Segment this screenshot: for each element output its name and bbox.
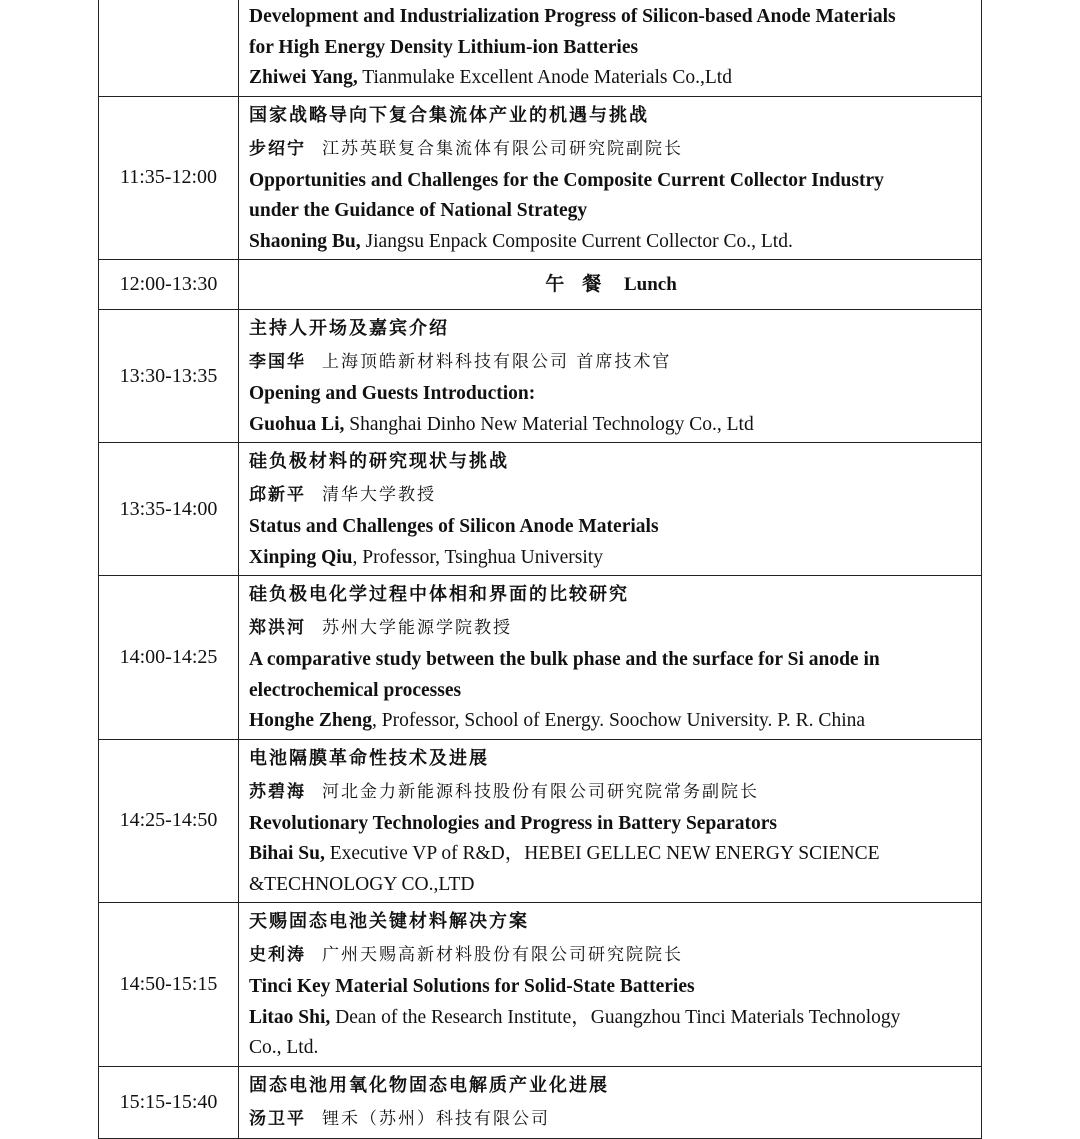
speaker-line-en: [249, 227, 973, 258]
speaker-affiliation-zh: 河北金力新能源科技股份有限公司研究院常务副院长: [322, 781, 759, 802]
speaker-affiliation-en: Dean of the Research Institute，Guangzhou Tinci Materials Technology: [330, 1006, 901, 1028]
session-time: 11:35-12:00: [99, 96, 239, 260]
session-row: [99, 310, 982, 443]
talk-title-en: Revolutionary Technologies and Progress in Battery Separators: [249, 812, 777, 834]
speaker-line-en: [249, 410, 973, 441]
talk-title-en: Status and Challenges of Silicon Anode Materials: [249, 516, 659, 537]
speaker-affiliation-en: Tianmulake Excellent Anode Materials Co.,Ltd: [357, 67, 732, 88]
speaker-name-zh: 李国华: [249, 352, 306, 372]
session-row: [99, 96, 982, 260]
speaker-line-zh: [249, 478, 973, 512]
speaker-name-zh: 苏碧海: [249, 781, 306, 802]
speaker-affiliation-zh: 广州天赐高新材料股份有限公司研究院院长: [322, 945, 683, 965]
speaker-line-en: [249, 543, 973, 574]
session-content: [239, 96, 982, 260]
session-row: [99, 903, 982, 1067]
speaker-name-zh: 汤卫平: [249, 1108, 306, 1129]
talk-title-en: Development and Industrialization Progress of Silicon-based Anode Materials: [249, 6, 896, 27]
speaker-affiliation-zh: 锂禾（苏州）科技有限公司: [322, 1108, 550, 1129]
speaker-affiliation-zh: 上海顶皓新材料科技有限公司 首席技术官: [322, 352, 672, 372]
speaker-affiliation-en: , Professor, Tsinghua University: [352, 546, 603, 568]
speaker-name-en: Bihai Su,: [249, 843, 325, 864]
session-row: [99, 443, 982, 576]
speaker-name-zh: 步绍宁: [249, 138, 306, 159]
session-time: 12:00-13:30: [99, 260, 239, 310]
session-time: 14:50-15:15: [99, 903, 239, 1067]
session-content: [239, 310, 982, 443]
talk-title-zh: 国家战略导向下复合集流体产业的机遇与挑战: [249, 104, 649, 126]
speaker-line-en: [249, 63, 973, 94]
speaker-line-zh: [249, 775, 973, 809]
speaker-line-zh: [249, 132, 973, 166]
session-content: [239, 260, 982, 310]
session-row: [99, 260, 982, 310]
talk-title-en: Opening and Guests Introduction:: [249, 383, 536, 404]
talk-title-en: under the Guidance of National Strategy: [249, 200, 588, 221]
speaker-name-zh: 史利涛: [249, 945, 306, 965]
speaker-name-en: Xinping Qiu: [249, 546, 353, 568]
speaker-name-en: Shaoning Bu,: [249, 230, 361, 252]
speaker-affiliation-zh: 苏州大学能源学院教授: [322, 618, 512, 638]
speaker-name-en: Litao Shi,: [249, 1006, 331, 1028]
lunch-label-en: Lunch: [623, 274, 677, 295]
speaker-line-zh: [249, 1102, 973, 1136]
talk-title-zh: 电池隔膜革命性技术及进展: [249, 747, 489, 769]
session-time: 14:25-14:50: [99, 739, 239, 903]
speaker-affiliation-en: Jiangsu Enpack Composite Current Collector Co., Ltd.: [360, 230, 793, 252]
speaker-affiliation-en: Shanghai Dinho New Material Technology Co., Ltd: [344, 413, 754, 435]
speaker-name-en: Zhiwei Yang,: [249, 67, 358, 88]
session-content: [239, 1066, 982, 1138]
speaker-line-en: [249, 1033, 973, 1064]
lunch-break: [249, 262, 973, 307]
talk-title-en: for High Energy Density Lithium-ion Batteries: [249, 36, 639, 58]
session-row: [99, 739, 982, 903]
speaker-affiliation-en: &TECHNOLOGY CO.,LTD: [249, 873, 475, 895]
speaker-name-zh: 邱新平: [249, 485, 306, 505]
session-row: [99, 1066, 982, 1138]
session-row: [99, 0, 982, 96]
talk-title-en: Tinci Key Material Solutions for Solid-State Batteries: [249, 976, 695, 997]
agenda-table: [98, 0, 982, 1139]
session-time: 14:00-14:25: [99, 576, 239, 740]
speaker-affiliation-zh: 江苏英联复合集流体有限公司研究院副院长: [322, 138, 683, 159]
speaker-line-en: [249, 839, 973, 870]
session-row: [99, 576, 982, 740]
speaker-name-en: Honghe Zheng: [249, 710, 372, 731]
talk-title-zh: 主持人开场及嘉宾介绍: [249, 318, 449, 339]
session-content: [239, 576, 982, 740]
speaker-affiliation-en: , Professor, School of Energy. Soochow University. P. R. China: [372, 710, 866, 731]
talk-title-zh: 固态电池用氧化物固态电解质产业化进展: [249, 1074, 609, 1096]
session-content: [239, 443, 982, 576]
session-time: 15:15-15:40: [99, 1066, 239, 1138]
speaker-affiliation-en: Executive VP of R&D，HEBEI GELLEC NEW ENERGY SCIENCE: [324, 843, 880, 864]
speaker-affiliation-zh: 清华大学教授: [322, 485, 436, 505]
talk-title-zh: 天赐固态电池关键材料解决方案: [249, 911, 529, 932]
talk-title-zh: 硅负极电化学过程中体相和界面的比较研究: [249, 584, 629, 605]
session-content: [239, 739, 982, 903]
speaker-line-zh: [249, 611, 973, 645]
speaker-name-zh: 郑洪河: [249, 618, 306, 638]
session-time: 13:35-14:00: [99, 443, 239, 576]
speaker-name-en: Guohua Li,: [249, 413, 345, 435]
talk-title-en: Opportunities and Challenges for the Composite Current Collector Industry: [249, 169, 884, 191]
session-time: [99, 0, 239, 96]
speaker-affiliation-en: Co., Ltd.: [249, 1037, 319, 1058]
speaker-line-en: [249, 706, 973, 737]
speaker-line-en: [249, 1003, 973, 1034]
session-time: 13:30-13:35: [99, 310, 239, 443]
lunch-label-zh: 午餐: [545, 273, 620, 295]
talk-title-en: electrochemical processes: [249, 679, 462, 701]
session-content: [239, 0, 982, 96]
speaker-line-zh: [249, 938, 973, 972]
talk-title-en: A comparative study between the bulk phase and the surface for Si anode in: [249, 649, 880, 670]
speaker-line-en: [249, 870, 973, 901]
speaker-line-zh: [249, 345, 973, 379]
session-content: [239, 903, 982, 1067]
talk-title-zh: 硅负极材料的研究现状与挑战: [249, 451, 509, 472]
